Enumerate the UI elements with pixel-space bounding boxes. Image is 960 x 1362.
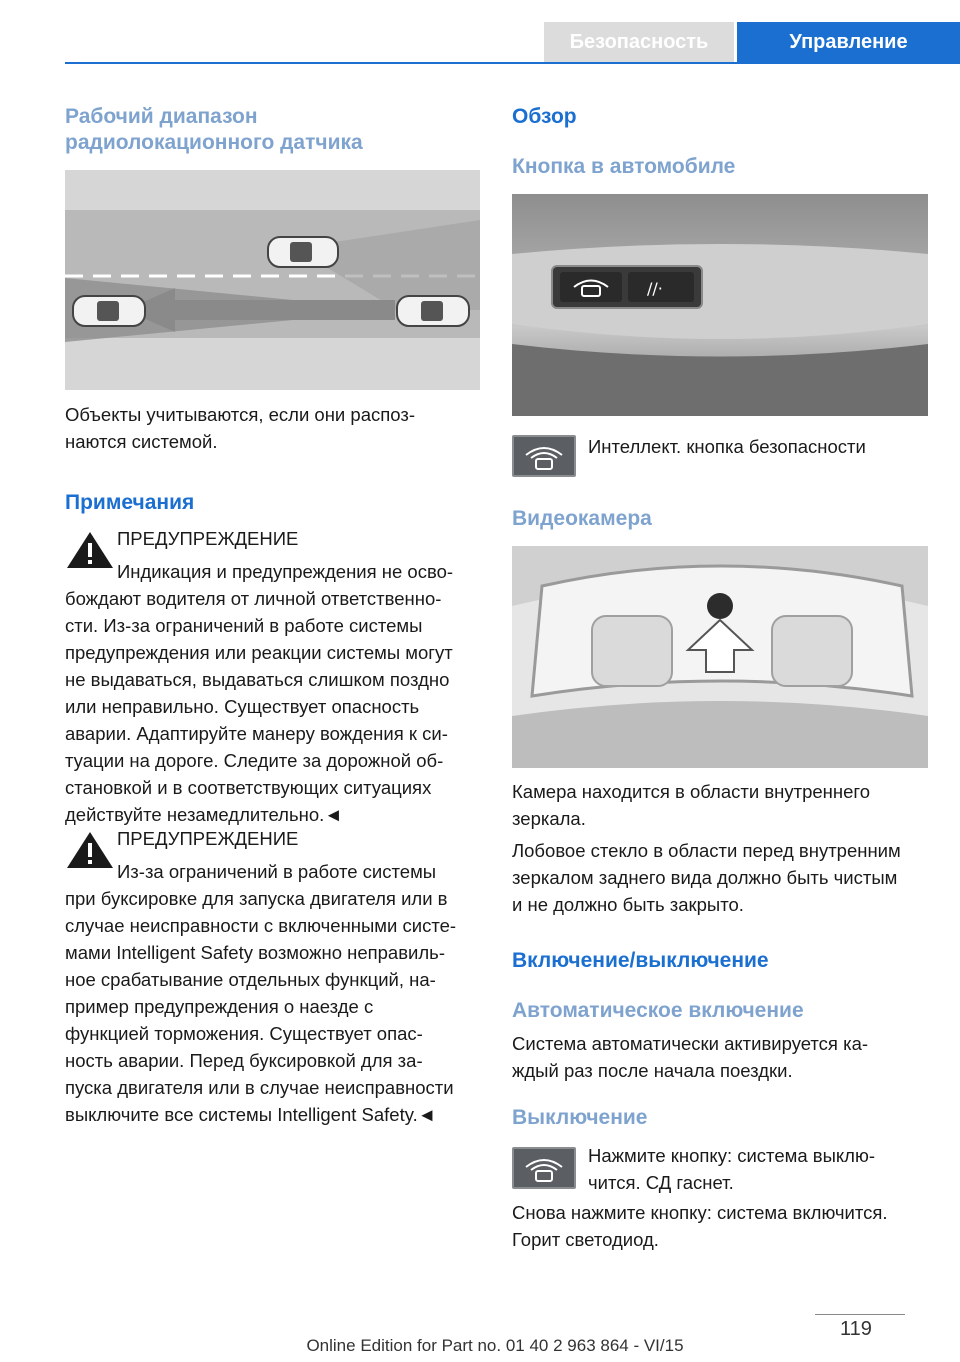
tab-controls[interactable]: Управление <box>737 22 960 62</box>
svg-text://·: //· <box>647 279 663 298</box>
onoff-heading: Включение/выключение <box>512 949 769 972</box>
car-button-illustration <box>512 194 928 416</box>
warning1-line: Индикация и предупреждения не осво- <box>117 561 454 582</box>
warning-icon <box>65 830 115 870</box>
car-rear-icon <box>73 296 145 326</box>
camera-text1: Камера находится в области внутреннего зеркала. <box>512 781 871 829</box>
overview-heading: Обзор <box>512 105 577 128</box>
off-heading: Выключение <box>512 1106 648 1129</box>
warning2-title: ПРЕДУПРЕЖДЕНИЕ <box>117 828 299 849</box>
tab-safety[interactable]: Безопасность <box>544 22 734 62</box>
warning-icon <box>65 530 115 570</box>
auto-text: Система автоматически активируется ка- ждый раз после начала поездки. <box>512 1033 869 1081</box>
edition-footer: Online Edition for Part no. 01 40 2 963 864 - VI/15 <box>306 1336 684 1355</box>
camera-text2: Лобовое стекло в области перед внутренним зеркалом заднего вида должно быть чистым и не должно быть закрыто. <box>512 840 901 915</box>
camera-photo <box>512 546 928 768</box>
radar-range-figure <box>65 170 480 390</box>
warning1-body: бождают водителя от личной ответственно- сти. Из-за ограничений в работе системы предупреждения или реакции системы могут не выдаваться, выдаваться слишком поздно или неправильно. Существует опасность аварии. Адаптируйте манеру вождения к си- туации на дороге. Следите за дорожной об- становкой и в соответствующих ситуациях действуйте незамедлительно.◄ <box>65 588 453 825</box>
auto-heading: Автоматическое включение <box>512 999 804 1022</box>
warning2-line: Из-за ограничений в работе системы <box>117 861 437 882</box>
warning2-body: при буксировке для запуска двигателя или в случае неисправности с включенными систе- мами Intelligent Safety возможно неправиль- ное срабатывание отдельных функций, на- пример предупреждения о наезде с функцией торможения. Существует опас- ность аварии. Перед буксировкой для за- пуска двигателя или в случае неисправности выключите все системы Intelligent Safety.◄ <box>65 888 457 1125</box>
radar-range-heading: Рабочий диапазон радиолокационного датчика <box>65 105 363 154</box>
car-own-icon <box>397 296 469 326</box>
intelligent-safety-button-icon <box>512 435 576 477</box>
page-number: 119 <box>840 1318 872 1340</box>
car-front-icon <box>268 237 338 267</box>
button-caption: Интеллект. кнопка безопасности <box>588 436 866 457</box>
notes-heading: Примечания <box>65 491 195 514</box>
car-button-photo <box>512 194 928 416</box>
footer-rule <box>815 1314 905 1315</box>
off-text: Нажмите кнопку: система выклю- чится. СД гаснет. <box>588 1145 876 1193</box>
camera-illustration <box>512 546 928 768</box>
intelligent-safety-button-icon <box>512 1147 576 1189</box>
radar-caption: Объекты учитываются, если они распоз- наются системой. <box>65 404 415 452</box>
radar-range-illustration <box>65 170 480 390</box>
button-heading: Кнопка в автомобиле <box>512 155 736 178</box>
header-rule <box>65 62 960 64</box>
camera-heading: Видеокамера <box>512 507 652 530</box>
again-text: Снова нажмите кнопку: система включится. Горит светодиод. <box>512 1202 888 1250</box>
warning1-title: ПРЕДУПРЕЖДЕНИЕ <box>117 528 299 549</box>
